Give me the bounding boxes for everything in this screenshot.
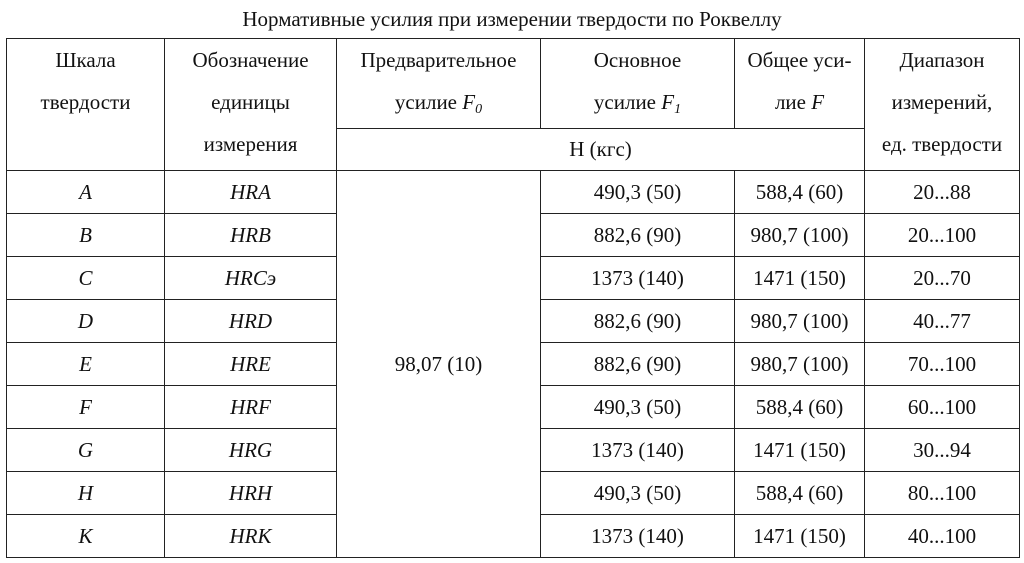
cell-unit: HRA	[165, 171, 337, 214]
cell-main-force: 490,3 (50)	[541, 386, 735, 429]
cell-total-force: 588,4 (60)	[735, 171, 865, 214]
cell-unit: HRK	[165, 515, 337, 558]
cell-unit: HRCэ	[165, 257, 337, 300]
cell-total-force: 1471 (150)	[735, 429, 865, 472]
cell-unit: HRH	[165, 472, 337, 515]
header-scale: Шкала твердости	[7, 39, 165, 171]
cell-total-force: 588,4 (60)	[735, 386, 865, 429]
cell-main-force: 882,6 (90)	[541, 214, 735, 257]
header-main-force: Основное усилие $F_1$	[541, 39, 735, 129]
cell-scale: K	[7, 515, 165, 558]
cell-unit: HRB	[165, 214, 337, 257]
cell-scale: D	[7, 300, 165, 343]
cell-main-force: 882,6 (90)	[541, 300, 735, 343]
cell-range: 20...100	[865, 214, 1020, 257]
cell-range: 30...94	[865, 429, 1020, 472]
cell-scale: H	[7, 472, 165, 515]
cell-unit: HRE	[165, 343, 337, 386]
cell-range: 20...70	[865, 257, 1020, 300]
cell-total-force: 1471 (150)	[735, 257, 865, 300]
cell-range: 20...88	[865, 171, 1020, 214]
cell-range: 40...77	[865, 300, 1020, 343]
cell-scale: B	[7, 214, 165, 257]
header-total-force: Общее уси- лие F	[735, 39, 865, 129]
cell-main-force: 882,6 (90)	[541, 343, 735, 386]
cell-range: 70...100	[865, 343, 1020, 386]
cell-total-force: 980,7 (100)	[735, 214, 865, 257]
cell-main-force: 1373 (140)	[541, 515, 735, 558]
header-range: Диапазон измерений, ед. твердости	[865, 39, 1020, 171]
cell-unit: HRF	[165, 386, 337, 429]
cell-scale: C	[7, 257, 165, 300]
cell-unit: HRG	[165, 429, 337, 472]
header-preload: Предварительное усилие $F_0$	[337, 39, 541, 129]
cell-total-force: 1471 (150)	[735, 515, 865, 558]
cell-main-force: 490,3 (50)	[541, 472, 735, 515]
cell-scale: G	[7, 429, 165, 472]
cell-scale: A	[7, 171, 165, 214]
cell-range: 80...100	[865, 472, 1020, 515]
cell-main-force: 1373 (140)	[541, 429, 735, 472]
cell-scale: E	[7, 343, 165, 386]
cell-preload: 98,07 (10)	[337, 171, 541, 558]
cell-range: 60...100	[865, 386, 1020, 429]
table-caption: Нормативные усилия при измерении твердости по Роквеллу	[242, 7, 782, 31]
rockwell-forces-table	[6, 38, 1020, 558]
cell-total-force: 980,7 (100)	[735, 343, 865, 386]
cell-scale: F	[7, 386, 165, 429]
cell-range: 40...100	[865, 515, 1020, 558]
cell-main-force: 490,3 (50)	[541, 171, 735, 214]
header-unit: Обозначение единицы измерения	[165, 39, 337, 171]
cell-total-force: 980,7 (100)	[735, 300, 865, 343]
cell-main-force: 1373 (140)	[541, 257, 735, 300]
cell-total-force: 588,4 (60)	[735, 472, 865, 515]
table-row	[7, 171, 1020, 214]
cell-unit: HRD	[165, 300, 337, 343]
header-force-unit: Н (кгс)	[337, 129, 865, 171]
